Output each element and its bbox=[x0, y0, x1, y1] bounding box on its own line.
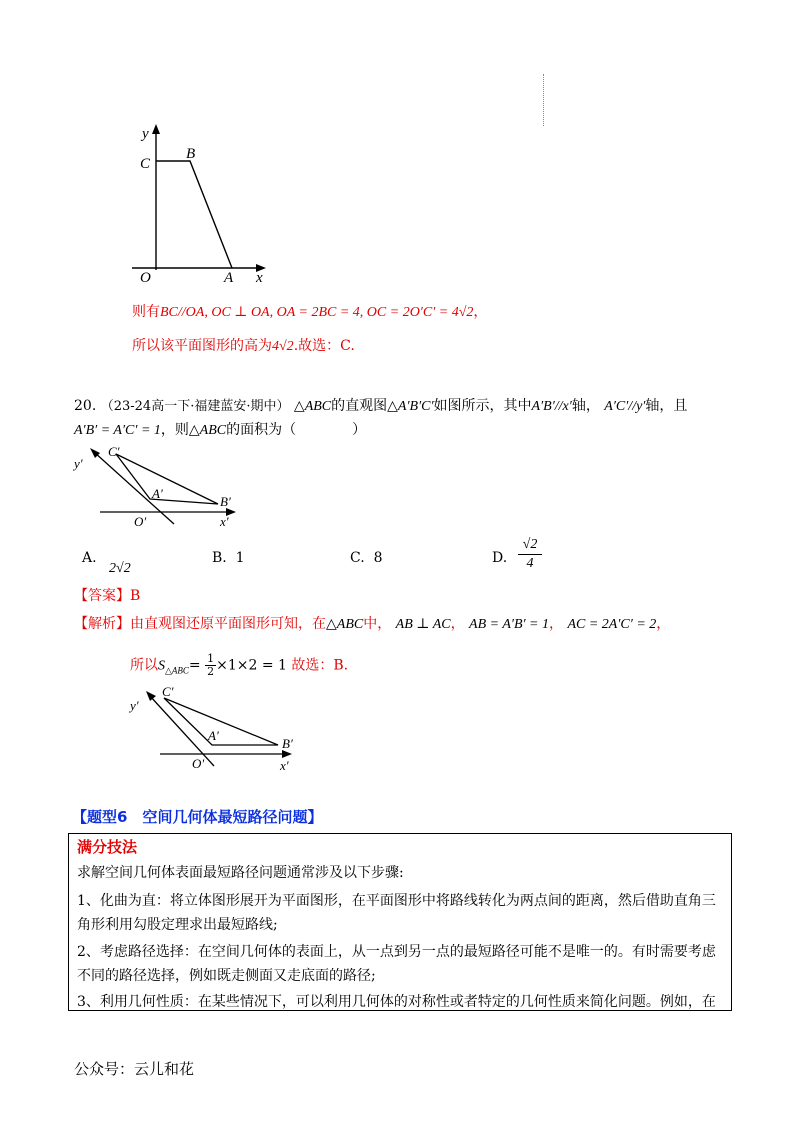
tips-line-1: 求解空间几何体表面最短路径问题通常涉及以下步骤: bbox=[77, 865, 404, 881]
label-x: x bbox=[256, 270, 263, 286]
analysis-line-1: 【解析】由直观图还原平面图形可知，在△ABC中， AB ⊥ AC， AB = A′B′ = 1， AC = 2A′C′ = 2， bbox=[74, 616, 671, 632]
figure-intuitive-2 bbox=[126, 686, 306, 776]
label-b: B′ bbox=[220, 494, 231, 509]
label-y: y bbox=[142, 126, 149, 142]
question-source: （23-24高一下·福建蓝安·期中） bbox=[100, 399, 290, 414]
analysis-tag: 【解析】 bbox=[74, 616, 130, 632]
label-x: x′ bbox=[220, 514, 229, 529]
label-o: O′ bbox=[192, 756, 205, 771]
question-number: 20. bbox=[74, 398, 97, 414]
figure-intuitive-1 bbox=[70, 446, 250, 532]
option-c[interactable]: C. 8 bbox=[350, 550, 383, 566]
tips-line-6: 3、利用几何性质：在某些情况下，可以利用几何体的对称性或者特定的几何性质来简化问题。例如，在 bbox=[77, 994, 716, 1010]
label-c: C′ bbox=[162, 686, 174, 699]
analysis-line-2: 所以$S_{\triangle ABC}=$ $\frac{1}{2}$ ×1×2 = 1 故选：B. bbox=[130, 652, 349, 678]
answer-value: B bbox=[130, 588, 141, 604]
triangle-abc bbox=[116, 454, 218, 504]
question-20-line-2: A′B′ = A′C′ = 1，则△ABC的面积为（ ） bbox=[74, 422, 367, 438]
tips-line-4: 2、考虑路径选择：在空间几何体的表面上，从一点到另一点的最短路径可能不是唯一的。有时需要考虑 bbox=[77, 944, 716, 960]
label-a: A bbox=[224, 270, 234, 286]
answer-tag: 【答案】 bbox=[74, 588, 130, 604]
label-y: y′ bbox=[130, 698, 139, 713]
label-b: B bbox=[186, 146, 196, 162]
label-a: A′ bbox=[152, 486, 163, 501]
tips-line-3: 角形利用勾股定理求出最短路线; bbox=[77, 917, 278, 933]
option-d-fraction: √2 4 bbox=[518, 536, 542, 573]
label-y: y′ bbox=[74, 456, 83, 471]
label-o: O bbox=[140, 270, 151, 286]
answer-line bbox=[74, 586, 140, 606]
triangle-abc bbox=[164, 698, 278, 745]
label-c: C′ bbox=[108, 446, 120, 459]
y-axis-arrow bbox=[146, 691, 156, 701]
label-o: O′ bbox=[134, 514, 147, 529]
tips-box bbox=[68, 833, 732, 1011]
option-a[interactable]: A. 2√2 bbox=[82, 550, 131, 576]
option-b[interactable]: B. 1 bbox=[212, 550, 245, 566]
section-heading: 【题型6 空间几何体最短路径问题】 bbox=[72, 808, 323, 826]
trapezoid-edges bbox=[156, 161, 232, 268]
tips-title: 满分技法 bbox=[77, 838, 138, 856]
footer-text: 公众号：云儿和花 bbox=[74, 1060, 195, 1078]
option-d[interactable]: D. bbox=[492, 550, 508, 566]
tips-line-5: 不同的路径选择，例如既走侧面又走底面的路径; bbox=[77, 968, 376, 984]
label-b: B′ bbox=[282, 736, 293, 751]
question-20-line-1: 20. （23-24高一下·福建蓝安·期中） △ABC的直观图△A′B′C′如图所示，其中A′B′//x′轴， A′C′//y′轴，且 bbox=[74, 398, 688, 414]
decor-dots bbox=[543, 74, 546, 126]
solution-line-2: 所以该平面图形的高为4√2.故选：C. bbox=[132, 338, 355, 354]
figure-trapezoid bbox=[120, 118, 280, 288]
label-c: C bbox=[140, 156, 151, 172]
y-axis bbox=[150, 696, 214, 766]
y-axis-arrow bbox=[152, 124, 160, 134]
x-axis-arrow bbox=[282, 750, 292, 758]
solution-line-1: 则有BC//OA, OC ⊥ OA, OA = 2BC = 4, OC = 2O′C′ = 4√2， bbox=[132, 304, 488, 320]
tips-line-2: 1、化曲为直：将立体图形展开为平面图形，在平面图形中将路线转化为两点间的距离，然后借助直角三 bbox=[77, 893, 716, 909]
label-a: A′ bbox=[208, 728, 219, 743]
label-x: x′ bbox=[280, 758, 289, 773]
